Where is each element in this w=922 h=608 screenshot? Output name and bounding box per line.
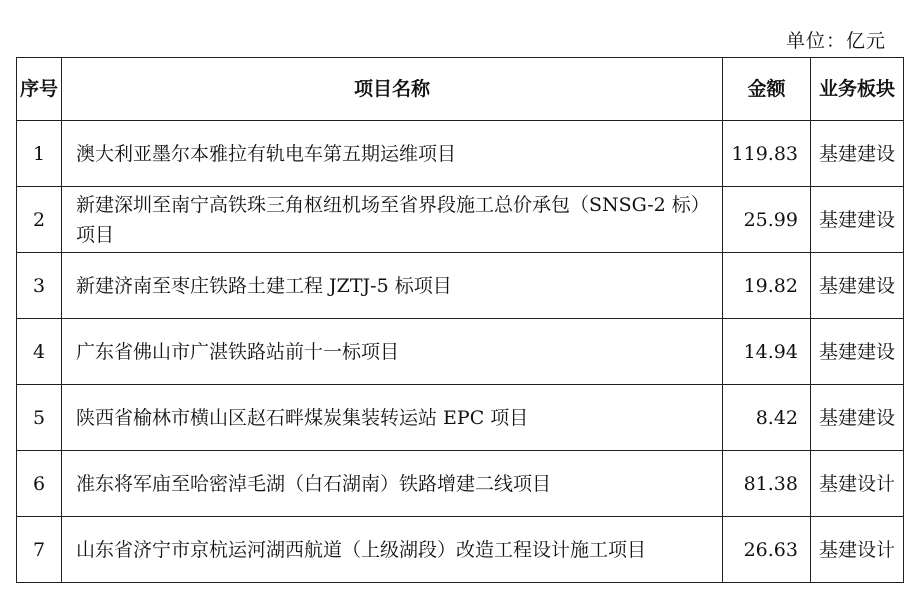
row-no: 3 xyxy=(17,253,62,319)
row-segment: 基建设计 xyxy=(811,517,904,583)
table-row xyxy=(17,517,904,583)
table-header-row xyxy=(17,58,904,121)
row-amount: 25.99 xyxy=(723,187,811,253)
row-no: 4 xyxy=(17,319,62,385)
row-segment: 基建建设 xyxy=(811,187,904,253)
table-row xyxy=(17,385,904,451)
row-name: 广东省佛山市广湛铁路站前十一标项目 xyxy=(62,319,723,385)
row-name: 新建济南至枣庄铁路土建工程 JZTJ-5 标项目 xyxy=(62,253,723,319)
row-amount: 26.63 xyxy=(723,517,811,583)
table-row xyxy=(17,319,904,385)
row-no: 1 xyxy=(17,121,62,187)
row-name: 准东将军庙至哈密淖毛湖（白石湖南）铁路增建二线项目 xyxy=(62,451,723,517)
row-amount: 119.83 xyxy=(723,121,811,187)
table-row xyxy=(17,451,904,517)
row-amount: 81.38 xyxy=(723,451,811,517)
row-name: 澳大利亚墨尔本雅拉有轨电车第五期运维项目 xyxy=(62,121,723,187)
row-name: 新建深圳至南宁高铁珠三角枢纽机场至省界段施工总价承包（SNSG-2 标）项目 xyxy=(62,187,723,253)
header-no: 序号 xyxy=(17,58,62,121)
row-no: 2 xyxy=(17,187,62,253)
row-no: 6 xyxy=(17,451,62,517)
header-segment: 业务板块 xyxy=(811,58,904,121)
row-no: 5 xyxy=(17,385,62,451)
row-no: 7 xyxy=(17,517,62,583)
row-name: 山东省济宁市京杭运河湖西航道（上级湖段）改造工程设计施工项目 xyxy=(62,517,723,583)
header-name: 项目名称 xyxy=(62,58,723,121)
row-name: 陕西省榆林市横山区赵石畔煤炭集装转运站 EPC 项目 xyxy=(62,385,723,451)
row-segment: 基建建设 xyxy=(811,253,904,319)
table-row xyxy=(17,187,904,253)
table-row xyxy=(17,253,904,319)
row-amount: 14.94 xyxy=(723,319,811,385)
table-row xyxy=(17,121,904,187)
row-segment: 基建设计 xyxy=(811,451,904,517)
row-segment: 基建建设 xyxy=(811,385,904,451)
row-amount: 8.42 xyxy=(723,385,811,451)
projects-table xyxy=(16,57,904,583)
row-segment: 基建建设 xyxy=(811,121,904,187)
unit-label: 单位：亿元 xyxy=(785,30,886,52)
header-amount: 金额 xyxy=(723,58,811,121)
row-amount: 19.82 xyxy=(723,253,811,319)
row-segment: 基建建设 xyxy=(811,319,904,385)
